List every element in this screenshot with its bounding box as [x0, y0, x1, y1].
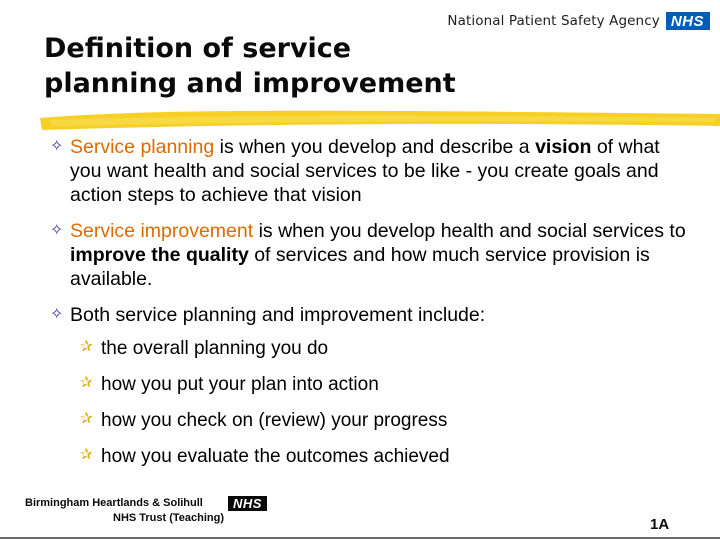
four-point-star-outline-icon: ✧ — [50, 306, 64, 323]
bullet-service-planning — [50, 135, 690, 207]
bullet-service-improvement — [50, 219, 690, 291]
title-line-2: planning and improvement — [44, 68, 456, 99]
bullet-text: Both service planning and improvement include: — [70, 304, 486, 326]
slide-body — [50, 135, 690, 481]
list-item — [80, 409, 690, 433]
sub-bullet-list — [80, 337, 690, 469]
list-item-text: the overall planning you do — [101, 338, 329, 359]
bold-vision: vision — [535, 136, 592, 158]
title-line-1: Definition of service — [44, 33, 352, 64]
term-service-improvement: Service improvement — [70, 220, 254, 242]
star-outline-icon: ✰ — [80, 338, 93, 355]
list-item — [80, 337, 690, 361]
footer-org-line-2: NHS Trust (Teaching) — [113, 512, 225, 524]
bold-improve-quality: improve the quality — [70, 244, 249, 266]
footer-nhs-logo: NHS — [228, 496, 267, 511]
footer-organization — [25, 496, 224, 526]
star-outline-icon: ✰ — [80, 374, 93, 391]
org-header — [447, 12, 710, 30]
slide-number: 1A — [650, 516, 670, 533]
highlighter-stroke — [40, 106, 720, 132]
star-outline-icon: ✰ — [80, 446, 93, 463]
list-item-text: how you evaluate the outcomes achieved — [101, 446, 450, 467]
list-item — [80, 445, 690, 469]
bullet-text: of what you want health and social services to be like - you create goals and action steps to achieve that vision — [70, 136, 660, 206]
bullet-both-include — [50, 303, 690, 327]
bullet-text: is when you develop and describe a — [214, 136, 536, 158]
bottom-divider — [0, 537, 720, 539]
list-item-text: how you put your plan into action — [101, 374, 379, 395]
list-item — [80, 373, 690, 397]
four-point-star-outline-icon: ✧ — [50, 138, 64, 155]
term-service-planning: Service planning — [70, 136, 215, 158]
org-name: National Patient Safety Agency — [447, 13, 660, 29]
four-point-star-outline-icon: ✧ — [50, 222, 64, 239]
bullet-text: is when you develop health and social services to — [253, 220, 686, 242]
slide-title — [44, 31, 604, 101]
star-outline-icon: ✰ — [80, 410, 93, 427]
nhs-logo: NHS — [666, 12, 710, 30]
list-item-text: how you check on (review) your progress — [101, 410, 448, 431]
footer-org-line-1: Birmingham Heartlands & Solihull — [25, 497, 203, 509]
bullet-text: of services and how much service provision is available. — [70, 244, 650, 290]
